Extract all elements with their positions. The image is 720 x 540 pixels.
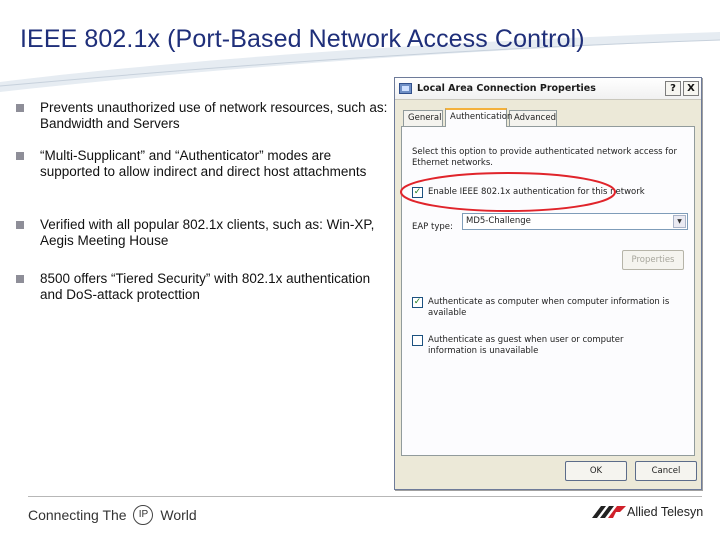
highlight-ellipse	[398, 170, 618, 214]
bullet-text: Prevents unauthorized use of network resources, such as: Bandwidth and Servers	[40, 100, 388, 131]
enable-8021x-label: Enable IEEE 802.1x authentication for this network	[428, 187, 645, 197]
ok-button[interactable]: OK	[565, 461, 627, 481]
eap-type-value: MD5-Challenge	[466, 216, 531, 226]
dialog-title: Local Area Connection Properties	[417, 83, 596, 94]
auth-as-guest-checkbox[interactable]	[412, 335, 423, 346]
brand-name: Allied Telesyn	[627, 505, 704, 519]
bullet-text: “Multi-Supplicant” and “Authenticator” modes are supported to allow indirect and direct host attachments	[40, 148, 367, 179]
properties-dialog	[394, 77, 702, 490]
dropdown-arrow-icon[interactable]: ▼	[673, 215, 686, 228]
slide-title: IEEE 802.1x (Port-Based Network Access Control)	[20, 25, 585, 53]
tagline-text: Connecting The	[28, 507, 127, 523]
auth-as-guest-label: Authenticate as guest when user or computer information is unavailable	[428, 335, 624, 356]
bullet-square-icon	[16, 104, 24, 112]
bullet-square-icon	[16, 275, 24, 283]
tab-authentication[interactable]: Authentication	[445, 108, 507, 127]
authentication-description: Select this option to provide authenticated network access for Ethernet networks.	[412, 147, 677, 168]
footer-divider	[28, 496, 702, 497]
tagline-text: World	[160, 507, 197, 523]
eap-type-select[interactable]	[462, 213, 688, 230]
bullet-square-icon	[16, 152, 24, 160]
cancel-button[interactable]: Cancel	[635, 461, 697, 481]
auth-as-computer-label: Authenticate as computer when computer information is available	[428, 297, 670, 318]
close-button[interactable]: X	[683, 81, 699, 96]
auth-as-computer-checkbox[interactable]: ✓	[413, 297, 422, 307]
bullet-square-icon	[16, 221, 24, 229]
tab-advanced[interactable]: Advanced	[509, 110, 557, 126]
footer-tagline	[28, 505, 197, 525]
bullet-text: 8500 offers “Tiered Security” with 802.1x authentication and DoS-attack protecttion	[40, 271, 371, 302]
eap-type-label: EAP type:	[412, 222, 453, 232]
dialog-titlebar[interactable]	[395, 78, 701, 100]
properties-button[interactable]: Properties	[622, 250, 684, 270]
tab-general[interactable]: General	[403, 110, 443, 126]
bullet-text: Verified with all popular 802.1x clients, such as: Win-XP, Aegis Meeting House	[40, 217, 375, 248]
ip-circle-icon: IP	[133, 505, 153, 525]
allied-telesyn-logo-icon	[592, 506, 626, 518]
enable-8021x-checkbox[interactable]: ✓	[413, 187, 422, 197]
network-connection-icon	[399, 83, 412, 94]
help-button[interactable]: ?	[665, 81, 681, 96]
